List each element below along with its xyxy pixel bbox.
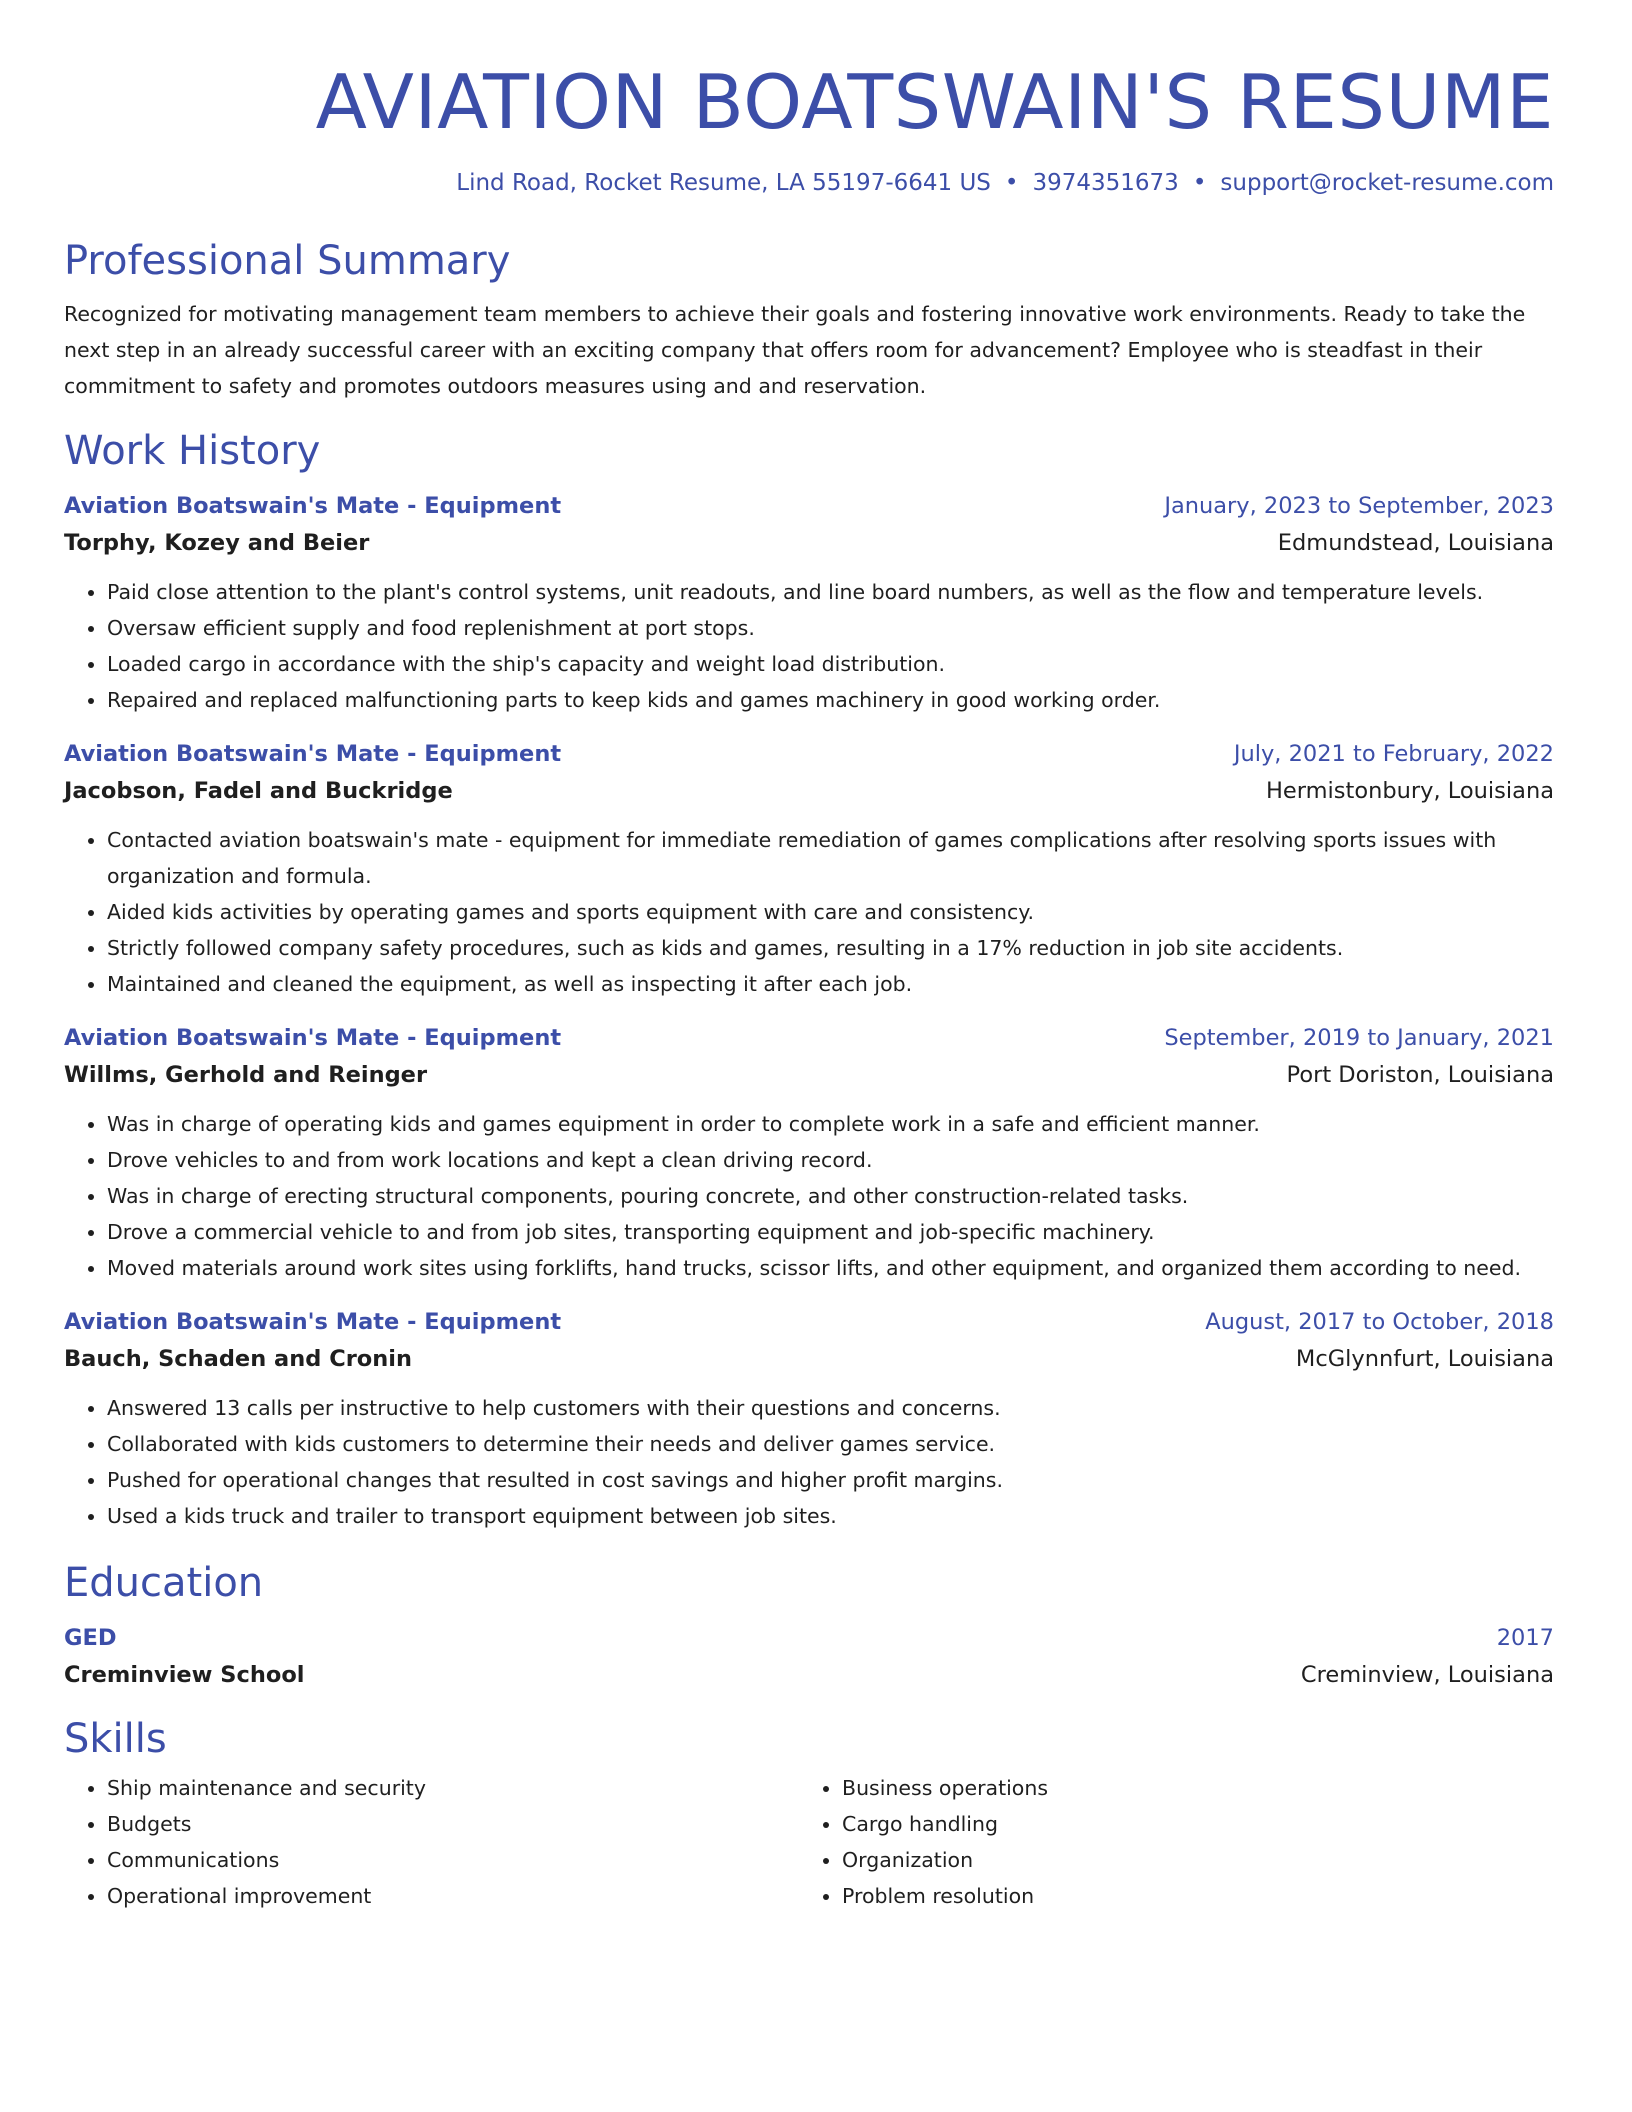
education-location: Creminview, Louisiana — [1300, 1662, 1554, 1688]
job-employer: Willms, Gerhold and Reinger — [64, 1062, 428, 1088]
skill-item: • Budgets — [107, 1806, 799, 1842]
job-duty-item: • Collaborated with kids customers to determine their needs and deliver games service. — [107, 1426, 1554, 1462]
job-employer-row — [64, 772, 1554, 810]
job-duty-item: • Paid close attention to the plant's control systems, unit readouts, and line board numbers, as well as the flow and temperature levels. — [107, 574, 1554, 610]
job-entry — [64, 1304, 1554, 1534]
job-employer-row — [64, 524, 1554, 562]
job-duties-list — [64, 1106, 1554, 1286]
skill-item: • Organization — [842, 1842, 1532, 1878]
education-entry — [64, 1620, 1554, 1694]
job-duty-item: • Pushed for operational changes that resulted in cost savings and higher profit margins. — [107, 1462, 1554, 1498]
job-employer-row — [64, 1340, 1554, 1378]
job-header-row — [64, 1304, 1554, 1340]
job-duty-item: • Drove a commercial vehicle to and from job sites, transporting equipment and job-specific machinery. — [107, 1214, 1554, 1250]
contact-separator: • — [1004, 170, 1019, 196]
education-heading: Education — [64, 1560, 264, 1606]
job-dates: August, 2017 to October, 2018 — [1205, 1309, 1554, 1335]
job-location: Port Doriston, Louisiana — [1286, 1062, 1554, 1088]
resume-page — [64, 0, 1554, 1914]
contact-phone: 3974351673 — [1032, 170, 1179, 196]
job-dates: January, 2023 to September, 2023 — [1164, 493, 1554, 519]
contact-separator: • — [1192, 170, 1207, 196]
summary-text: Recognized for motivating management team members to achieve their goals and fostering innovative work environments. Ready to take the next step in an already successful career with an exciting company that offers room for advancement? Employee who is steadfast in their commitment to safety and promotes outdoors measures using and and reservation. — [64, 302, 1526, 398]
job-duty-item: • Answered 13 calls per instructive to help customers with their questions and concerns. — [107, 1390, 1554, 1426]
job-duty-item: • Was in charge of erecting structural components, pouring concrete, and other construction-related tasks. — [107, 1178, 1554, 1214]
education-year: 2017 — [1496, 1625, 1554, 1651]
job-employer: Bauch, Schaden and Cronin — [64, 1346, 413, 1372]
job-header-row — [64, 1020, 1554, 1056]
skills-grid — [64, 1770, 1554, 1914]
job-entry — [64, 488, 1554, 718]
summary-heading: Professional Summary — [64, 238, 511, 284]
job-duty-item: • Oversaw efficient supply and food replenishment at port stops. — [107, 610, 1554, 646]
skills-heading: Skills — [64, 1716, 167, 1762]
job-dates: September, 2019 to January, 2021 — [1164, 1025, 1554, 1051]
job-duty-item: • Used a kids truck and trailer to transport equipment between job sites. — [107, 1498, 1554, 1534]
education-school: Creminview School — [64, 1662, 305, 1688]
skills-list-left — [64, 1770, 799, 1914]
job-duty-item: • Aided kids activities by operating games and sports equipment with care and consistency. — [107, 894, 1554, 930]
skill-item: • Business operations — [842, 1770, 1532, 1806]
job-header-row — [64, 736, 1554, 772]
job-employer: Jacobson, Fadel and Buckridge — [64, 778, 453, 804]
resume-title: AVIATION BOATSWAIN'S RESUME — [315, 58, 1554, 146]
job-title: Aviation Boatswain's Mate - Equipment — [64, 1309, 562, 1335]
job-title: Aviation Boatswain's Mate - Equipment — [64, 1025, 562, 1051]
job-location: McGlynnfurt, Louisiana — [1295, 1346, 1554, 1372]
skill-item: • Operational improvement — [107, 1878, 799, 1914]
work-history-heading: Work History — [64, 428, 321, 474]
skills-list-right — [799, 1770, 1532, 1914]
job-duty-item: • Strictly followed company safety procedures, such as kids and games, resulting in a 17% reduction in job site accidents. — [107, 930, 1554, 966]
skill-item: • Communications — [107, 1842, 799, 1878]
job-location: Hermistonbury, Louisiana — [1266, 778, 1554, 804]
education-header-row — [64, 1620, 1554, 1656]
job-entry — [64, 1020, 1554, 1286]
job-duties-list — [64, 574, 1554, 718]
job-title: Aviation Boatswain's Mate - Equipment — [64, 493, 562, 519]
skill-item: • Ship maintenance and security — [107, 1770, 799, 1806]
job-duty-item: • Maintained and cleaned the equipment, as well as inspecting it after each job. — [107, 966, 1554, 1002]
education-school-row — [64, 1656, 1554, 1694]
job-title: Aviation Boatswain's Mate - Equipment — [64, 741, 562, 767]
contact-email: support@rocket-resume.com — [1220, 170, 1554, 196]
job-entry — [64, 736, 1554, 1002]
job-duty-item: • Repaired and replaced malfunctioning parts to keep kids and games machinery in good working order. — [107, 682, 1554, 718]
job-location: Edmundstead, Louisiana — [1277, 530, 1554, 556]
education-degree: GED — [64, 1625, 117, 1651]
skill-item: • Cargo handling — [842, 1806, 1532, 1842]
job-dates: July, 2021 to February, 2022 — [1233, 741, 1554, 767]
job-duty-item: • Drove vehicles to and from work locations and kept a clean driving record. — [107, 1142, 1554, 1178]
job-duty-item: • Was in charge of operating kids and games equipment in order to complete work in a safe and efficient manner. — [107, 1106, 1554, 1142]
job-employer: Torphy, Kozey and Beier — [64, 530, 370, 556]
job-duty-item: • Contacted aviation boatswain's mate - equipment for immediate remediation of games complications after resolving sports issues with organization and formula. — [107, 822, 1554, 894]
skill-item: • Problem resolution — [842, 1878, 1532, 1914]
job-header-row — [64, 488, 1554, 524]
job-duty-item: • Moved materials around work sites using forklifts, hand trucks, scissor lifts, and other equipment, and organized them according to need. — [107, 1250, 1554, 1286]
job-duty-item: • Loaded cargo in accordance with the ship's capacity and weight load distribution. — [107, 646, 1554, 682]
contact-line — [64, 168, 1554, 198]
contact-address: Lind Road, Rocket Resume, LA 55197-6641 US — [456, 170, 991, 196]
job-employer-row — [64, 1056, 1554, 1094]
job-duties-list — [64, 822, 1554, 1002]
job-duties-list — [64, 1390, 1554, 1534]
